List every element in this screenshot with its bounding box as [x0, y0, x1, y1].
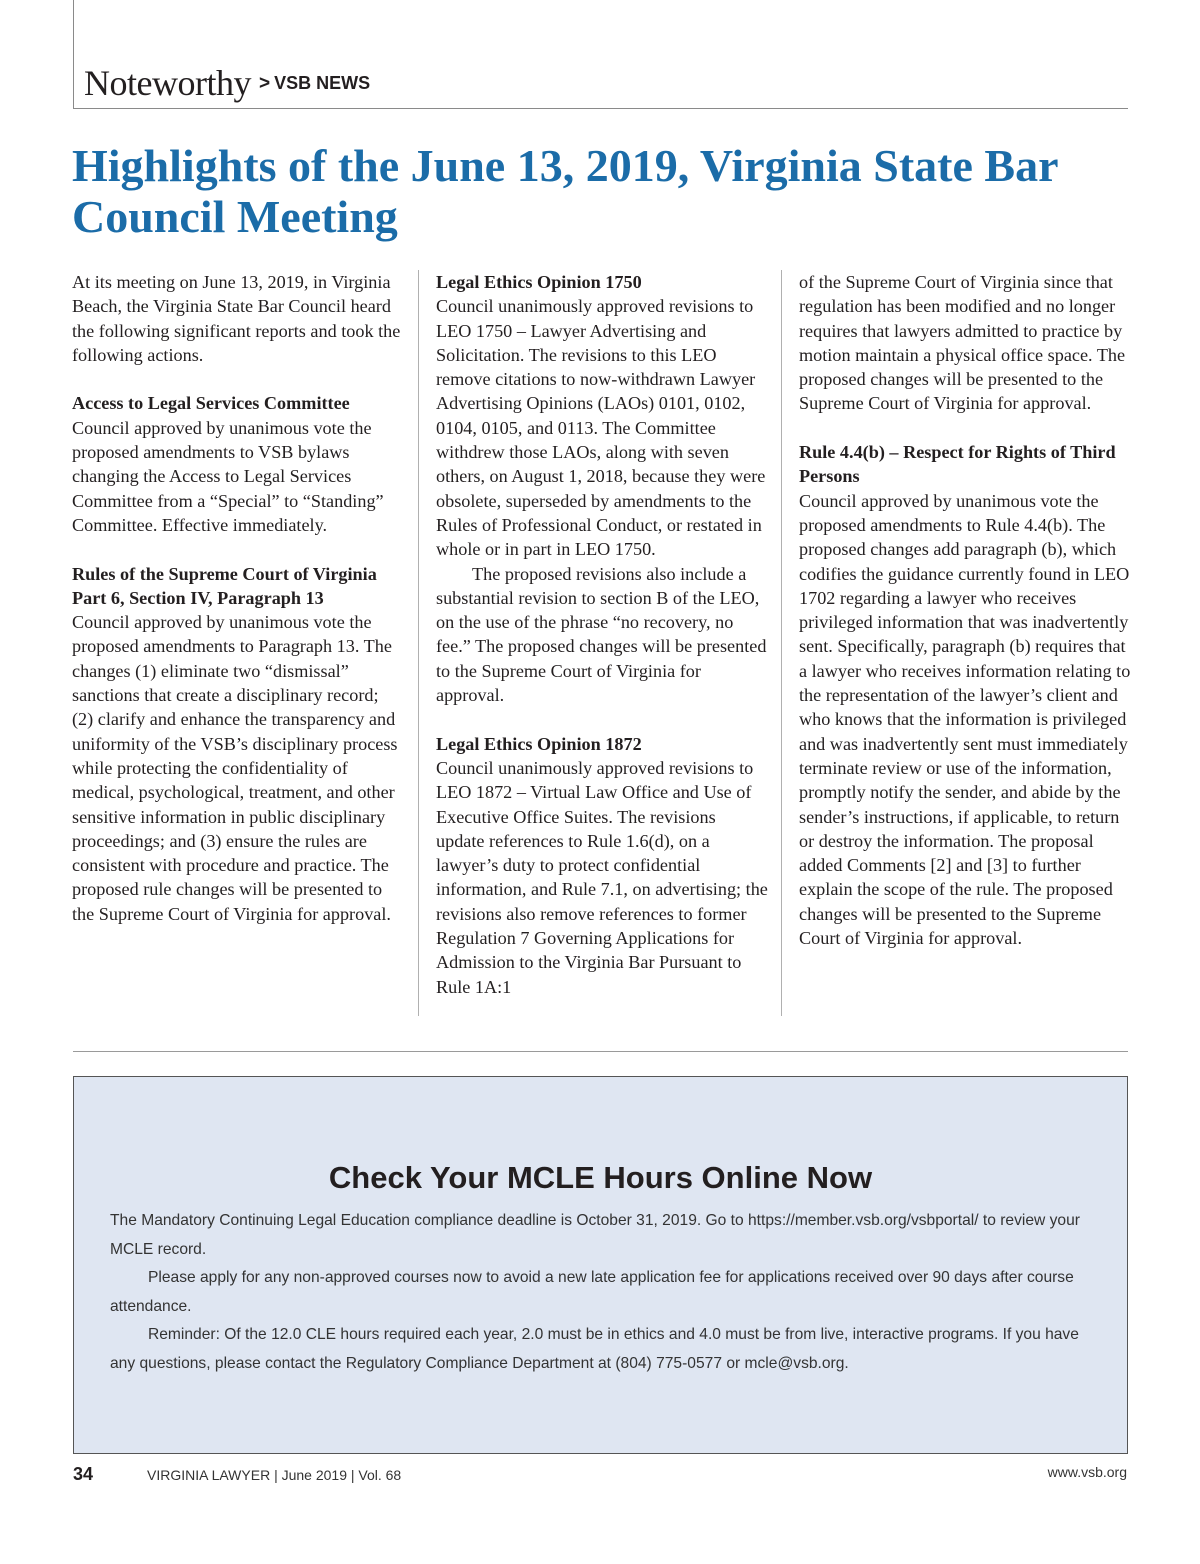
mcle-callout-box [73, 1076, 1128, 1454]
section-heading: Rule 4.4(b) – Respect for Rights of Third Persons [799, 442, 1116, 487]
section-subtitle: VSB NEWS [274, 73, 371, 93]
column-divider [781, 270, 782, 1016]
breadcrumb-arrow-icon: > [258, 73, 271, 94]
header-divider [73, 108, 1128, 109]
callout-paragraph: Reminder: Of the 12.0 CLE hours required each year, 2.0 must be in ethics and 4.0 must be from live, interactive programs. If you have any questions, please contact the Regulatory Compliance Department at (804) 775-0577 or mcle@vsb.org. [110, 1326, 1079, 1372]
section-paragraph: Council approved by unanimous vote the proposed amendments to Rule 4.4(b). The proposed changes add paragraph (b), which codifies the guidance currently found in LEO 1702 regarding a lawyer who receives privileged information that was inadvertently sent. Specifically, paragraph (b) requires that a lawyer who receives information relating to the representation of the lawyer’s client and who knows that the information is privileged and was inadvertently sent must immediately terminate review or use of the information, promptly notify the sender, and abide by the sender’s instructions, if applicable, to return or destroy the information. The proposal added Comments [2] and [3] to further explain the scope of the rule. The proposed changes will be presented to the Supreme Court of Virginia for approval. [799, 490, 1131, 949]
section-heading: Rules of the Supreme Court of Virginia Part 6, Section IV, Paragraph 13 [72, 563, 377, 608]
column-divider [418, 270, 419, 1016]
section-heading: Legal Ethics Opinion 1750 [436, 272, 642, 292]
section-name: Noteworthy [84, 63, 251, 103]
article-column-1 [72, 270, 404, 926]
section-header [84, 62, 370, 104]
content-divider [73, 1051, 1128, 1052]
page-number: 34 [73, 1464, 94, 1484]
section-paragraph: Council approved by unanimous vote the proposed amendments to Paragraph 13. The changes (1) eliminate two “dismissal” sanctions that create a disciplinary record; (2) clarify and enhance the transparency and uniformity of the VSB’s disciplinary process while protecting the confidentiality of medical, psychological, treatment, and other sensitive information in public disciplinary proceedings; and (3) ensure the rules are consistent with procedure and practice. The proposed rule changes will be presented to the Supreme Court of Virginia for approval. [72, 612, 398, 924]
footer-url: www.vsb.org [1047, 1464, 1127, 1480]
header-vertical-rule [73, 0, 74, 108]
section-heading: Legal Ethics Opinion 1872 [436, 733, 642, 754]
section-paragraph: The proposed revisions also include a substantial revision to section B of the LEO, on the use of the phrase “no recovery, no fee.” The proposed changes will be presented to the Supreme Court of Virginia for approval. [436, 563, 767, 706]
section-paragraph: Council approved by unanimous vote the proposed amendments to VSB bylaws changing the Access to Legal Services Committee from a “Special” to “Standing” Committee. Effective immediately. [72, 417, 384, 535]
continued-paragraph: of the Supreme Court of Virginia since that regulation has been modified and no longer requires that lawyers admitted to practice by motion maintain a physical office space. The proposed changes will be presented to the Supreme Court of Virginia for approval. [799, 272, 1126, 414]
callout-title: Check Your MCLE Hours Online Now [328, 1160, 873, 1195]
magazine-info: VIRGINIA LAWYER | June 2019 | Vol. 68 [147, 1467, 402, 1483]
section-paragraph: Council unanimously approved revisions to LEO 1750 – Lawyer Advertising and Solicitation. The revisions to this LEO remove citations to now-withdrawn Lawyer Advertising Opinions (LAOs) 0101, 0102, 0104, 0105, and 0113. The Committee withdrew those LAOs, along with seven others, on August 1, 2018, because they were obsolete, superseded by amendments to the Rules of Professional Conduct, or restated in whole or in part in LEO 1750. [436, 296, 766, 560]
article-title: Highlights of the June 13, 2019, Virginia State Bar Council Meeting [72, 140, 1058, 242]
article-column-2 [436, 270, 768, 999]
callout-paragraph: The Mandatory Continuing Legal Education compliance deadline is October 31, 2019. Go to https://member.vsb.org/vsbportal/ to review your MCLE record. [110, 1212, 1080, 1258]
article-column-3 [799, 270, 1131, 950]
section-heading: Access to Legal Services Committee [72, 393, 350, 414]
section-paragraph: Council unanimously approved revisions to LEO 1872 – Virtual Law Office and Use of Executive Office Suites. The revisions update references to Rule 1.6(d), on a lawyer’s duty to protect confidential information, and Rule 7.1, on advertising; the revisions also remove references to former Regulation 7 Governing Applications for Admission to the Virginia Bar Pursuant to Rule 1A:1 [436, 757, 768, 997]
intro-paragraph: At its meeting on June 13, 2019, in Virginia Beach, the Virginia State Bar Council heard the following significant reports and took the following actions. [72, 272, 401, 365]
callout-body [110, 1207, 1090, 1378]
callout-paragraph: Please apply for any non-approved courses now to avoid a new late application fee for applications received over 90 days after course attendance. [110, 1269, 1074, 1315]
